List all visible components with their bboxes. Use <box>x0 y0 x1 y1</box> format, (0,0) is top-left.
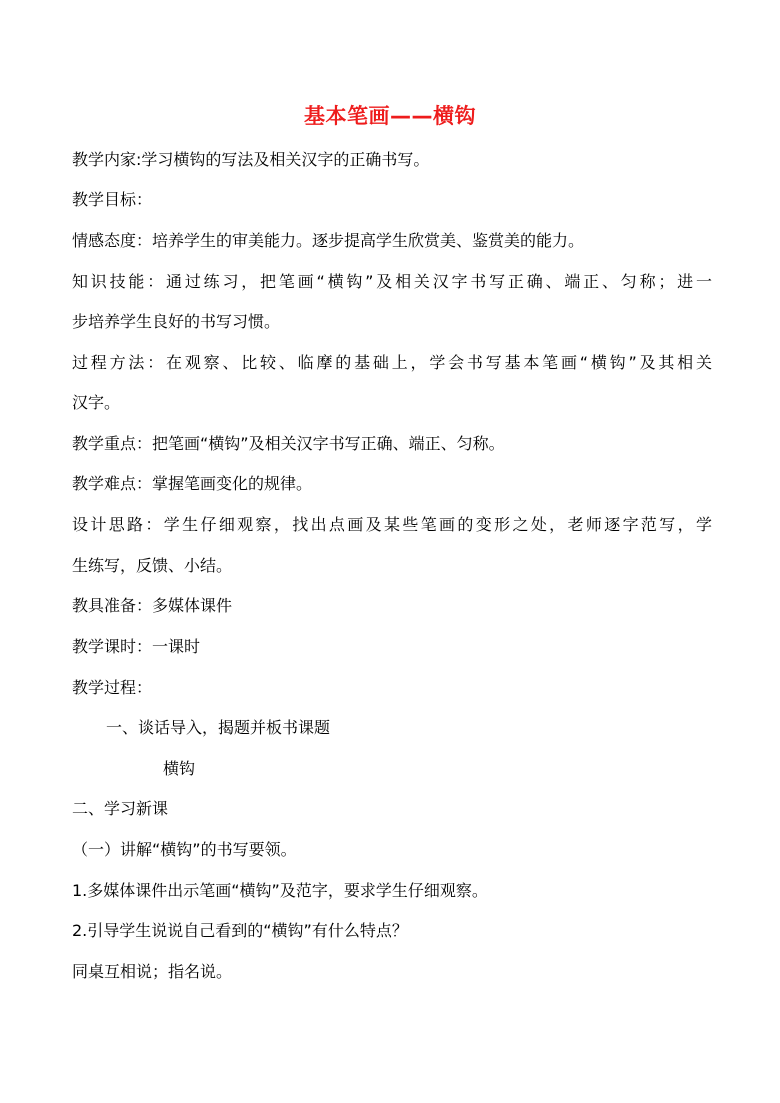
lesson-topic-text: 横钩 <box>163 759 196 778</box>
document-title: 基本笔画——横钩 <box>304 104 476 128</box>
design-idea-line-1: 设计思路：学生仔细观察，找出点画及某些笔画的变形之处，老师逐字范写，学 <box>72 515 712 534</box>
section-one-heading: 一、谈话导入，揭题并板书课题 <box>106 718 331 737</box>
design-idea-line-2: 生练写，反馈、小结。 <box>72 556 233 575</box>
teaching-goals-heading: 教学目标： <box>72 190 153 209</box>
teaching-difficulty-line: 教学难点：掌握笔画变化的规律。 <box>72 474 313 493</box>
step-two-line: 2.引导学生说说自己看到的“横钩”有什么特点？ <box>72 921 408 940</box>
section-two-heading: 二、学习新课 <box>72 799 169 818</box>
class-hours-line: 教学课时：一课时 <box>72 637 201 656</box>
teaching-aids-line: 教具准备：多媒体课件 <box>72 596 233 615</box>
discussion-line: 同桌互相说；指名说。 <box>72 962 233 981</box>
process-method-line-1: 过程方法：在观察、比较、临摩的基础上，学会书写基本笔画“横钩”及其相关 <box>72 353 712 372</box>
teaching-key-point-line: 教学重点：把笔画“横钩”及相关汉字书写正确、端正、匀称。 <box>72 434 505 453</box>
teaching-content-line: 教学内家:学习横钩的写法及相关汉字的正确书写。 <box>72 150 430 169</box>
subsection-one-heading: （一）讲解“横钩”的书写要领。 <box>72 840 297 859</box>
teaching-process-heading: 教学过程： <box>72 678 153 697</box>
knowledge-skills-line-1: 知识技能：通过练习，把笔画“横钩”及相关汉字书写正确、端正、匀称；进一 <box>72 272 712 291</box>
step-one-line: 1.多媒体课件出示笔画“横钩”及范字，要求学生仔细观察。 <box>72 881 488 900</box>
knowledge-skills-line-2: 步培养学生良好的书写习惯。 <box>72 312 281 331</box>
emotion-attitude-line: 情感态度：培养学生的审美能力。逐步提高学生欣赏美、鉴赏美的能力。 <box>72 231 585 250</box>
process-method-line-2: 汉字。 <box>72 393 121 412</box>
